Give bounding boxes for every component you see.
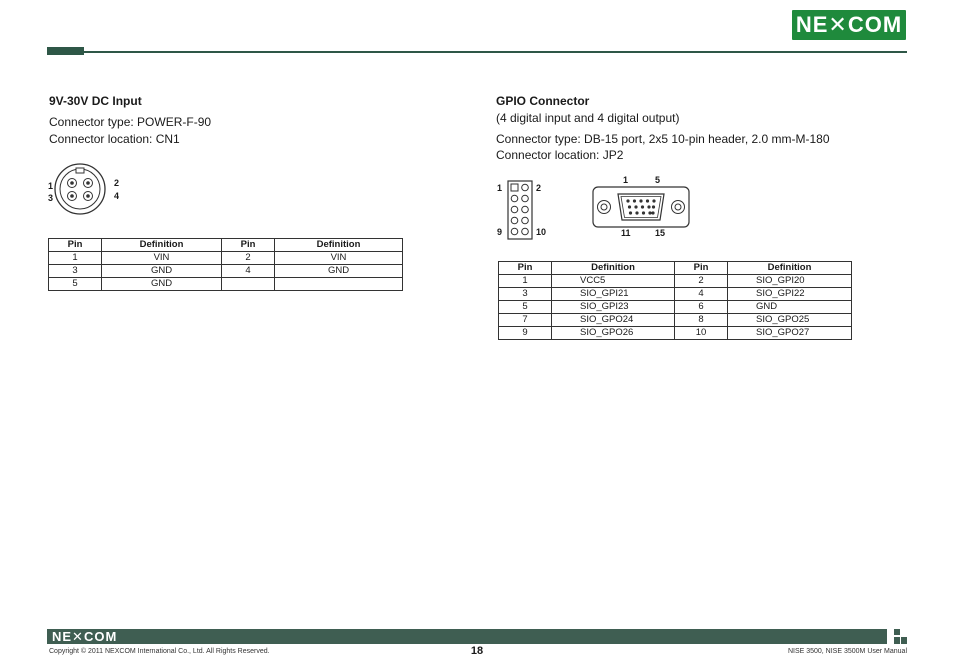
page-number: 18	[470, 645, 484, 657]
table-row	[49, 252, 403, 265]
table-cell: 9	[499, 327, 552, 340]
table-header: Pin	[49, 239, 102, 252]
db15-pin-label: 1	[623, 175, 629, 185]
table-cell: SIO_GPI23	[552, 301, 675, 314]
table-row	[499, 301, 852, 314]
table-header-row	[49, 239, 403, 252]
table-row	[49, 265, 403, 278]
table-cell: SIO_GPO25	[728, 314, 852, 327]
table-row	[49, 278, 403, 291]
footer-logo: NE✕COM	[52, 629, 118, 644]
table-cell: 3	[49, 265, 102, 278]
gpio-pin-table	[498, 261, 852, 340]
section-title-gpio: GPIO Connector	[496, 94, 590, 108]
table-cell: 4	[675, 288, 728, 301]
table-cell: 10	[675, 327, 728, 340]
table-row	[499, 275, 852, 288]
table-cell: 5	[49, 278, 102, 291]
table-row	[499, 327, 852, 340]
gpio-subtitle: (4 digital input and 4 digital output)	[496, 111, 680, 125]
dc-connector-location: Connector location: CN1	[49, 132, 180, 146]
table-cell: VIN	[102, 252, 222, 265]
table-header: Pin	[222, 239, 275, 252]
table-cell: GND	[102, 265, 222, 278]
table-cell: 1	[49, 252, 102, 265]
header-pin-label: 10	[536, 227, 547, 237]
table-cell: 3	[499, 288, 552, 301]
gpio-connector-type: Connector type: DB-15 port, 2x5 10-pin header, 2.0 mm-M-180	[496, 132, 830, 146]
table-cell: 1	[499, 275, 552, 288]
header-tab	[47, 47, 84, 55]
table-header: Definition	[102, 239, 222, 252]
db15-pin-label: 11	[621, 228, 631, 238]
table-cell: SIO_GPI22	[728, 288, 852, 301]
pin-header-icon	[507, 180, 533, 240]
table-cell: SIO_GPO27	[728, 327, 852, 340]
table-cell: 2	[222, 252, 275, 265]
table-row	[499, 288, 852, 301]
dc-pin-label: 1	[48, 181, 54, 191]
table-cell: SIO_GPO24	[552, 314, 675, 327]
db15-pin-label: 5	[655, 175, 661, 185]
db15-connector-icon	[592, 186, 690, 228]
header-pin-label: 9	[497, 227, 503, 237]
table-row	[499, 314, 852, 327]
table-cell: GND	[102, 278, 222, 291]
footer-bar	[47, 629, 887, 644]
table-header-row	[499, 262, 852, 275]
dc-connector-type: Connector type: POWER-F-90	[49, 115, 212, 129]
header-pin-label: 2	[536, 183, 542, 193]
table-header: Definition	[728, 262, 852, 275]
table-header: Pin	[499, 262, 552, 275]
table-cell: SIO_GPO26	[552, 327, 675, 340]
table-cell: 2	[675, 275, 728, 288]
footer-square-icon	[894, 629, 900, 635]
dc-pin-table	[48, 238, 403, 291]
section-title-dc-input: 9V-30V DC Input	[49, 94, 142, 108]
nexcom-logo	[792, 10, 906, 40]
footer-copyright: Copyright © 2011 NEXCOM International Co., Ltd. All Rights Reserved.	[49, 648, 270, 655]
table-cell: 8	[675, 314, 728, 327]
table-cell: GND	[275, 265, 403, 278]
footer-square-icon	[894, 637, 900, 644]
footer-manual-title: NISE 3500, NISE 3500M User Manual	[787, 648, 907, 655]
gpio-connector-location: Connector location: JP2	[496, 148, 624, 162]
table-cell: SIO_GPI21	[552, 288, 675, 301]
db15-pin-label: 15	[655, 228, 666, 238]
table-cell: VCC5	[552, 275, 675, 288]
dc-pin-label: 4	[114, 191, 120, 201]
table-cell: 6	[675, 301, 728, 314]
table-cell: 7	[499, 314, 552, 327]
table-header: Definition	[275, 239, 403, 252]
table-cell: GND	[728, 301, 852, 314]
table-cell: SIO_GPI20	[728, 275, 852, 288]
table-cell: VIN	[275, 252, 403, 265]
table-cell	[222, 278, 275, 291]
table-header: Pin	[675, 262, 728, 275]
header-pin-label: 1	[497, 183, 503, 193]
footer-square-icon	[901, 637, 907, 644]
dc-pin-label: 2	[114, 178, 120, 188]
header-rule	[47, 51, 907, 53]
table-header: Definition	[552, 262, 675, 275]
dc-pin-label: 3	[48, 193, 54, 203]
logo-text: NE✕COM	[795, 12, 903, 37]
table-cell	[275, 278, 403, 291]
table-cell: 5	[499, 301, 552, 314]
table-cell: 4	[222, 265, 275, 278]
